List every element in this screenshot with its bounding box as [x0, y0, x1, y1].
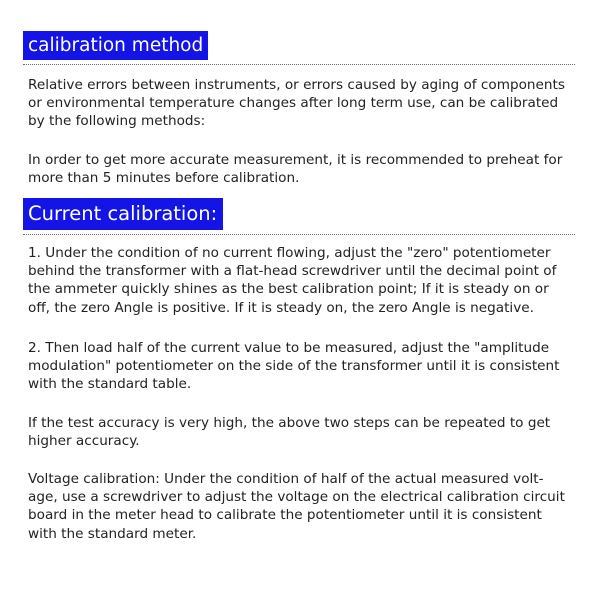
intro-paragraph: Relative errors between instruments, or errors caused by aging of components or environmental temperature changes after long term use, can be calibrated by the following methods:	[28, 77, 565, 130]
calibration-method-heading: calibration method	[23, 31, 208, 60]
accuracy-note: If the test accuracy is very high, the above two steps can be repeated to get higher accuracy.	[28, 415, 551, 450]
zero-adjust-step: 1. Under the condition of no current flowing, adjust the "zero" potentiometer behind the transformer with a flat-head screwdriver until the decimal point of the ammeter quickly shines as the best calibration point; If it is steady on or off, the zero Angle is positive. If it is steady on, the zero Angle is negative.	[28, 245, 557, 316]
preheat-paragraph: In order to get more accurate measurement, it is recommended to preheat for more than 5 minutes before calibration.	[28, 152, 563, 187]
current-calibration-heading: Current calibration:	[23, 198, 223, 230]
amplitude-adjust-step: 2. Then load half of the current value to be measured, adjust the "amplitude modulation" potentiometer on the side of the transformer until it is consistent with the standard table.	[28, 340, 560, 393]
section-divider	[23, 234, 575, 235]
section-divider	[23, 64, 575, 65]
voltage-calibration-paragraph: Voltage calibration: Under the condition of half of the actual measured volt- age, use a screwdriver to adjust the voltage on the electrical calibration circuit board in the meter head to calibrate the potentiometer until it is consistent with the standard meter.	[28, 471, 565, 542]
